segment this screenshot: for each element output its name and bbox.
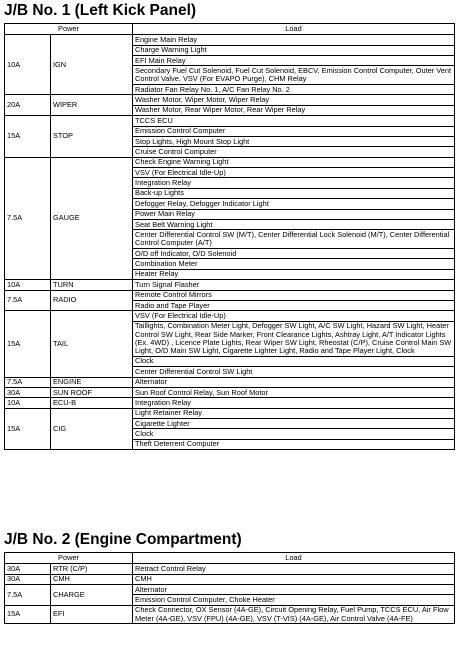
load-cell: Cruise Control Computer xyxy=(133,147,455,157)
fuse-amperage: 10A xyxy=(5,35,51,95)
table-row xyxy=(5,290,455,300)
fuse-amperage: 10A xyxy=(5,398,51,408)
load-cell: CMH xyxy=(133,574,455,584)
fuse-amperage: 15A xyxy=(5,116,51,158)
fuse-amperage: 15A xyxy=(5,311,51,377)
fuse-name: CHARGE xyxy=(51,584,133,605)
table-row xyxy=(5,398,455,408)
fuse-amperage: 7.5A xyxy=(5,377,51,387)
load-cell: Radio and Tape Player xyxy=(133,300,455,310)
load-cell: Turn Signal Flasher xyxy=(133,280,455,290)
load-cell: Taillights, Combination Meter Light, Defogger SW Light, A/C SW Light, Hazard SW Light, Heater Control SW Light, Rear Side Marker, Front Clearance Lights, Ashtray Light, A/T Indicator Lights (Ex. 4WD) , Licence Plate Lights, Rear Wiper SW Light, Rheostat (C/P), Cruise Control Main SW Light, O/D Main SW Light, Cigarette Lighter Light, Radio and Tape Player Light, Clock xyxy=(133,321,455,356)
table-row xyxy=(5,280,455,290)
fuse-name: WIPER xyxy=(51,95,133,116)
fuse-amperage: 20A xyxy=(5,95,51,116)
load-cell: EFI Main Relay xyxy=(133,55,455,65)
header-load: Load xyxy=(133,553,455,564)
load-cell: Radiator Fan Relay No. 1, A/C Fan Relay No. 2 xyxy=(133,84,455,94)
load-cell: VSV (For Electrical Idle-Up) xyxy=(133,311,455,321)
table-row xyxy=(5,116,455,126)
load-cell: Engine Main Relay xyxy=(133,35,455,45)
table-row xyxy=(5,95,455,105)
jb1-table xyxy=(4,23,455,450)
load-cell: Stop Lights, High Mount Stop Light xyxy=(133,136,455,146)
fuse-amperage: 7.5A xyxy=(5,157,51,280)
load-cell: Integration Relay xyxy=(133,178,455,188)
table-row xyxy=(5,408,455,418)
load-cell: VSV (For Electrical Idle-Up) xyxy=(133,168,455,178)
fuse-name: RADIO xyxy=(51,290,133,311)
load-cell: Seat Belt Warning Light xyxy=(133,220,455,230)
fuse-name: ECU-B xyxy=(51,398,133,408)
fuse-name: GAUGE xyxy=(51,157,133,280)
load-cell: Power Main Relay xyxy=(133,209,455,219)
fuse-amperage: 30A xyxy=(5,574,51,584)
fuse-amperage: 7.5A xyxy=(5,584,51,605)
load-cell: Combination Meter xyxy=(133,259,455,269)
load-cell: Back-up Lights xyxy=(133,188,455,198)
load-cell: Check Connector, OX Sensor (4A-GE), Circuit Opening Relay, Fuel Pump, TCCS ECU, Air Flow Meter (4A-GE), VSV (FPU) (4A-GE), VSV (T-VIS) (4A-GE), Air Control Valve (4A-FE) xyxy=(133,605,455,624)
load-cell: Sun Roof Control Relay, Sun Roof Motor xyxy=(133,387,455,397)
header-power: Power xyxy=(5,553,133,564)
fuse-name: IGN xyxy=(51,35,133,95)
table-header-row xyxy=(5,24,455,35)
table-row xyxy=(5,564,455,574)
load-cell: Theft Deterrent Computer xyxy=(133,439,455,449)
load-cell: Alternator xyxy=(133,584,455,594)
fuse-amperage: 10A xyxy=(5,280,51,290)
jb2-table xyxy=(4,552,455,624)
fuse-name: SUN ROOF xyxy=(51,387,133,397)
fuse-name: TAIL xyxy=(51,311,133,377)
load-cell: Emission Control Computer xyxy=(133,126,455,136)
load-cell: Center Differential Control SW Light xyxy=(133,367,455,377)
table-row xyxy=(5,35,455,45)
fuse-amperage: 15A xyxy=(5,408,51,450)
load-cell: TCCS ECU xyxy=(133,116,455,126)
table-row xyxy=(5,377,455,387)
table-row xyxy=(5,605,455,624)
fuse-amperage: 30A xyxy=(5,564,51,574)
load-cell: Remote Control Mirrors xyxy=(133,290,455,300)
fuse-amperage: 7.5A xyxy=(5,290,51,311)
load-cell: Integration Relay xyxy=(133,398,455,408)
load-cell: Washer Motor, Wiper Motor, Wiper Relay xyxy=(133,95,455,105)
load-cell: Charge Warning Light xyxy=(133,45,455,55)
table-row xyxy=(5,157,455,167)
fuse-name: EFI xyxy=(51,605,133,624)
load-cell: Emission Control Computer, Choke Heater xyxy=(133,595,455,605)
load-cell: Secondary Fuel Cut Solenoid, Fuel Cut Solenoid, EBCV, Emission Control Computer, Outer Vent Control Valve, VSV (For EVAPO Purge), CHM Relay xyxy=(133,66,455,85)
fuse-amperage: 15A xyxy=(5,605,51,624)
table-row xyxy=(5,584,455,594)
load-cell: O/D off Indicator, O/D Solenoid xyxy=(133,249,455,259)
load-cell: Cigarette Lighter xyxy=(133,419,455,429)
table-row xyxy=(5,311,455,321)
load-cell: Washer Motor, Rear Wiper Motor, Rear Wiper Relay xyxy=(133,105,455,115)
load-cell: Clock xyxy=(133,356,455,366)
table-row xyxy=(5,387,455,397)
load-cell: Light Retainer Relay xyxy=(133,408,455,418)
load-cell: Alternator xyxy=(133,377,455,387)
fuse-name: STOP xyxy=(51,116,133,158)
load-cell: Clock xyxy=(133,429,455,439)
header-power: Power xyxy=(5,24,133,35)
load-cell: Defogger Relay, Defogger Indicator Light xyxy=(133,199,455,209)
load-cell: Check Engine Warning Light xyxy=(133,157,455,167)
fuse-name: ENGINE xyxy=(51,377,133,387)
jb1-title: J/B No. 1 (Left Kick Panel) xyxy=(4,2,197,19)
fuse-name: RTR (C/P) xyxy=(51,564,133,574)
table-header-row xyxy=(5,553,455,564)
fuse-name: TURN xyxy=(51,280,133,290)
load-cell: Heater Relay xyxy=(133,269,455,279)
jb2-title: J/B No. 2 (Engine Compartment) xyxy=(4,531,242,548)
header-load: Load xyxy=(133,24,455,35)
fuse-amperage: 30A xyxy=(5,387,51,397)
load-cell: Center Differential Control SW (M/T), Center Differential Lock Solenoid (M/T), Center Differential Control Computer (A/T) xyxy=(133,230,455,249)
fuse-name: CMH xyxy=(51,574,133,584)
load-cell: Retract Control Relay xyxy=(133,564,455,574)
fuse-name: CIG xyxy=(51,408,133,450)
table-row xyxy=(5,574,455,584)
